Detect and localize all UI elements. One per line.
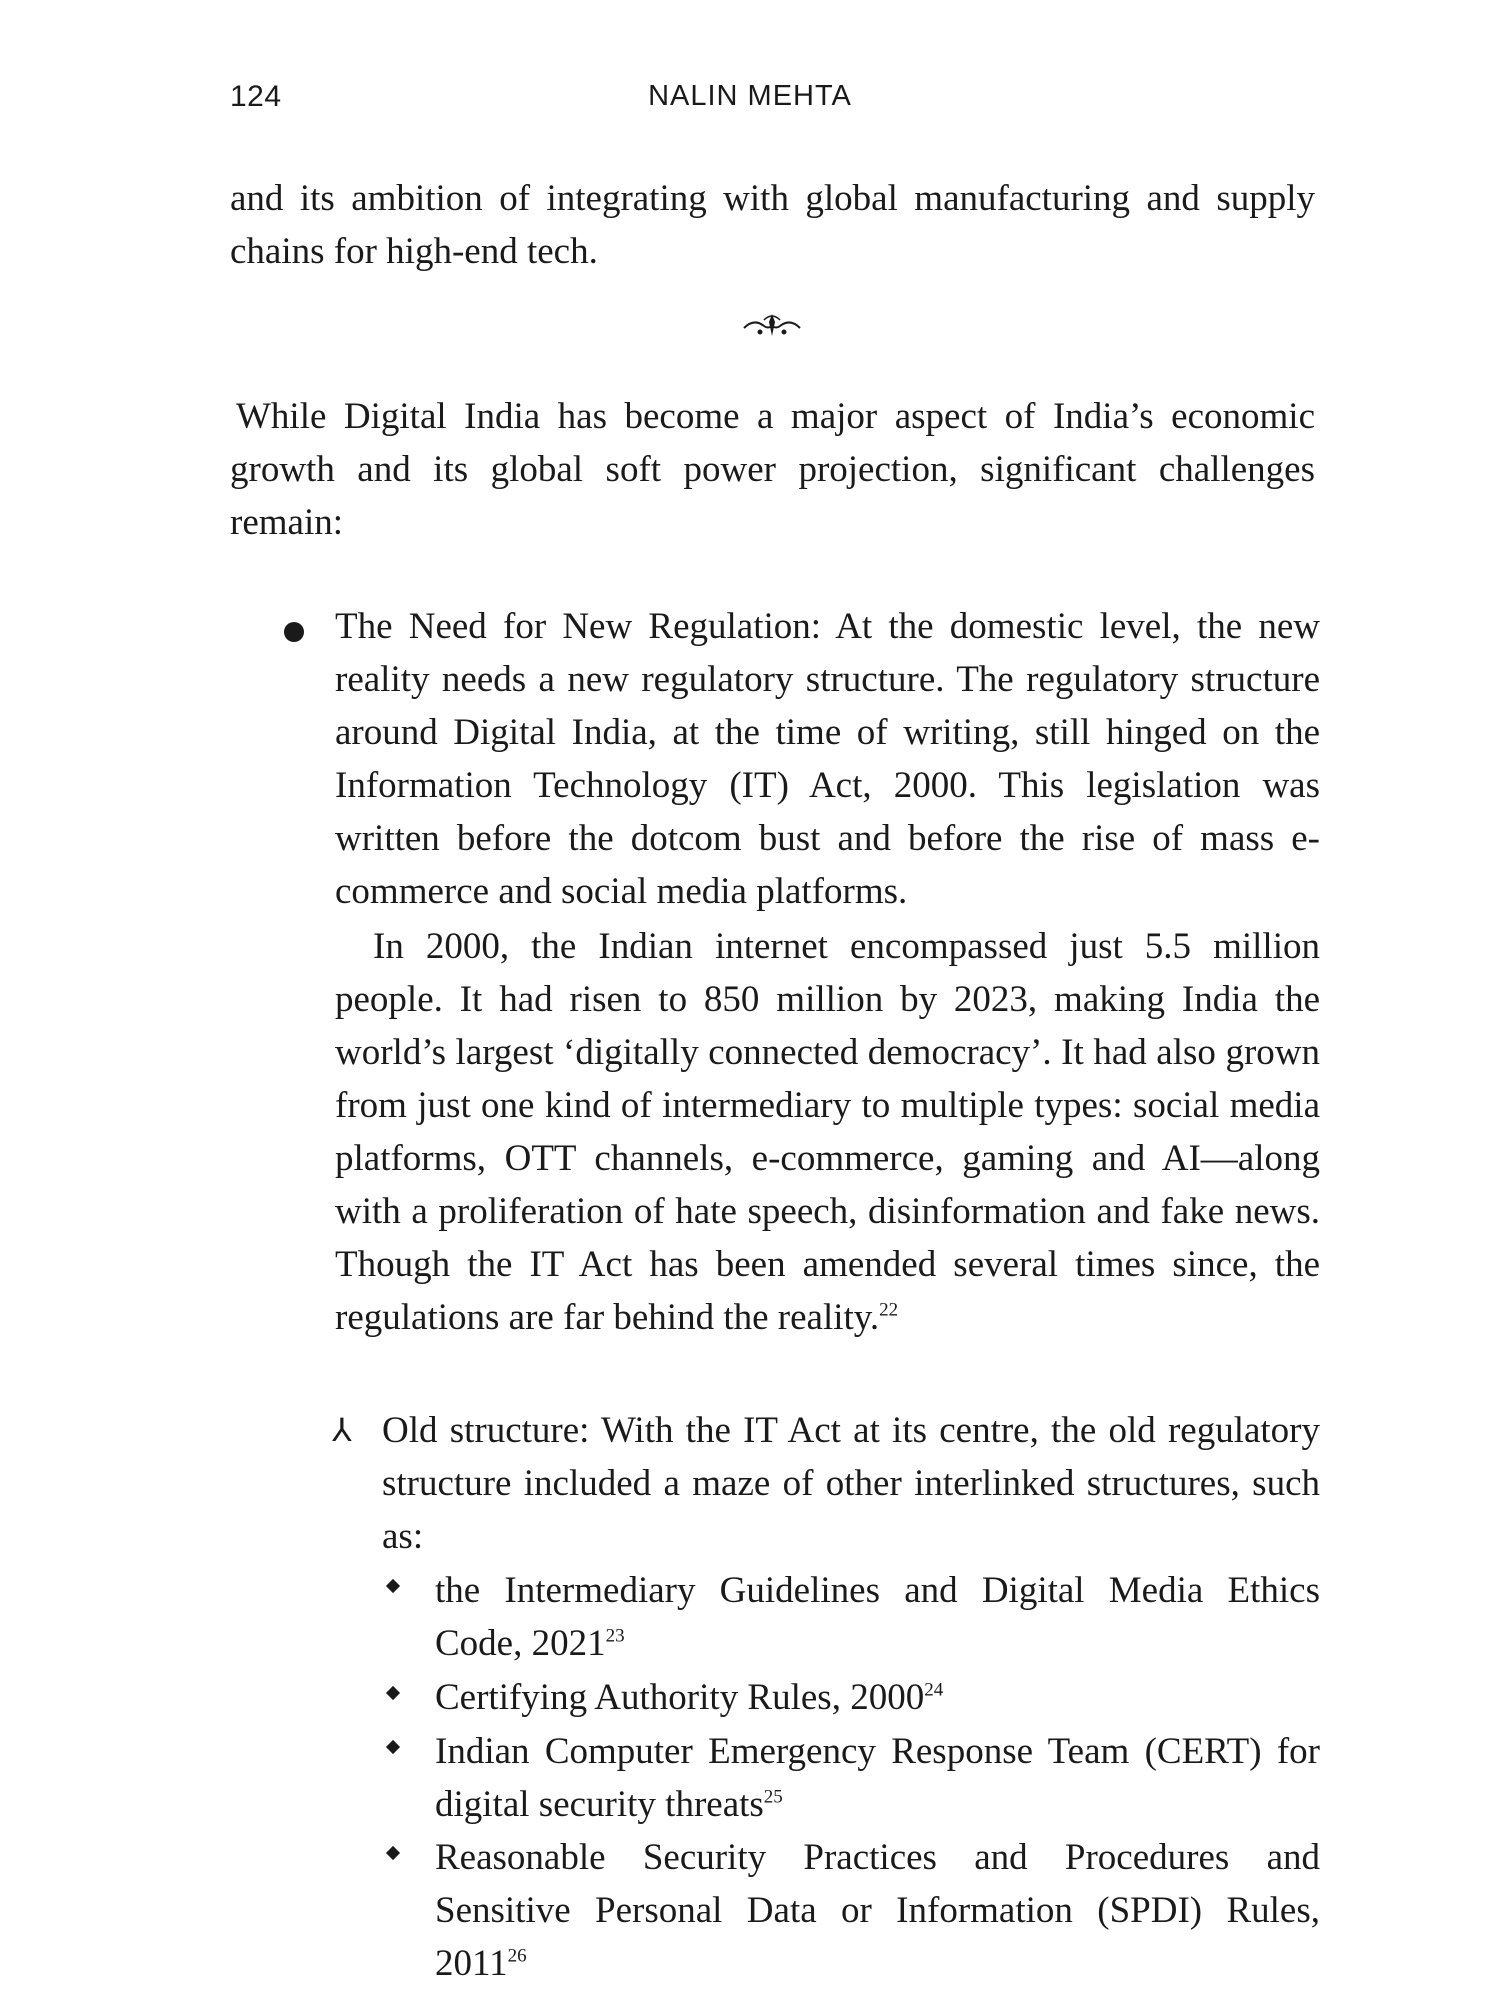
bullet-paragraph-internet-growth bbox=[335, 920, 1320, 1344]
footnote-ref: 26 bbox=[507, 1945, 527, 1967]
list-item-text: Certifying Authority Rules, 2000 bbox=[435, 1677, 925, 1718]
list-item-text: the Intermediary Guidelines and Digital Media Ethics Code, 2021 bbox=[435, 1570, 1320, 1664]
footnote-ref: 24 bbox=[924, 1679, 944, 1701]
bullet-dot-icon bbox=[284, 622, 304, 642]
list-item bbox=[435, 1564, 1320, 1670]
diamond-bullet-icon bbox=[386, 1579, 400, 1593]
diamond-bullet-icon bbox=[386, 1686, 400, 1700]
footnote-ref: 23 bbox=[605, 1625, 625, 1647]
sub-bullet-old-structure: Old structure: With the IT Act at its centre, the old regulatory structure included a maze of other interlinked structures, such as: bbox=[382, 1410, 1320, 1557]
list-item bbox=[435, 1831, 1320, 1990]
intro-paragraph: While Digital India has become a major aspect of India’s economic growth and its global soft power projection, significant challenges remain: bbox=[230, 396, 1315, 543]
caret-marker-icon: ⅄ bbox=[332, 1411, 352, 1449]
list-item-text: Reasonable Security Practices and Procedures and Sensitive Personal Data or Information (SPDI) Rules, 2011 bbox=[435, 1837, 1320, 1984]
footnote-ref: 25 bbox=[763, 1786, 783, 1808]
list-item bbox=[435, 1725, 1320, 1831]
bullet-paragraph-regulation: The Need for New Regulation: At the domestic level, the new reality needs a new regulatory structure. The regulatory structure around Digital India, at the time of writing, still hinged on the Information Technology (IT) Act, 2000. This legislation was written before the dotcom bust and before the rise of mass e-commerce and social media platforms. bbox=[335, 606, 1320, 912]
diamond-bullet-icon bbox=[386, 1846, 400, 1860]
page-number: 124 bbox=[230, 80, 282, 113]
continuation-paragraph: and its ambition of integrating with global manufacturing and supply chains for high-end tech. bbox=[230, 178, 1315, 272]
running-head: NALIN MEHTA bbox=[648, 80, 852, 112]
footnote-ref: 22 bbox=[879, 1299, 899, 1321]
list-item bbox=[435, 1671, 1320, 1724]
list-item-text: Indian Computer Emergency Response Team (CERT) for digital security threats bbox=[435, 1731, 1320, 1825]
diamond-bullet-icon bbox=[386, 1740, 400, 1754]
fleuron-ornament-icon bbox=[740, 310, 804, 342]
paragraph-text: In 2000, the Indian internet encompassed just 5.5 million people. It had risen to 850 million by 2023, making India the world’s largest ‘digitally connected democracy’. It had also grown from just one kind of intermediary to multiple types: social media platforms, OTT channels, e-commerce, gaming and AI—along with a proliferation of hate speech, disinformation and fake news. Though the IT Act has been amended several times since, the regulations are far behind the reality. bbox=[335, 926, 1320, 1338]
